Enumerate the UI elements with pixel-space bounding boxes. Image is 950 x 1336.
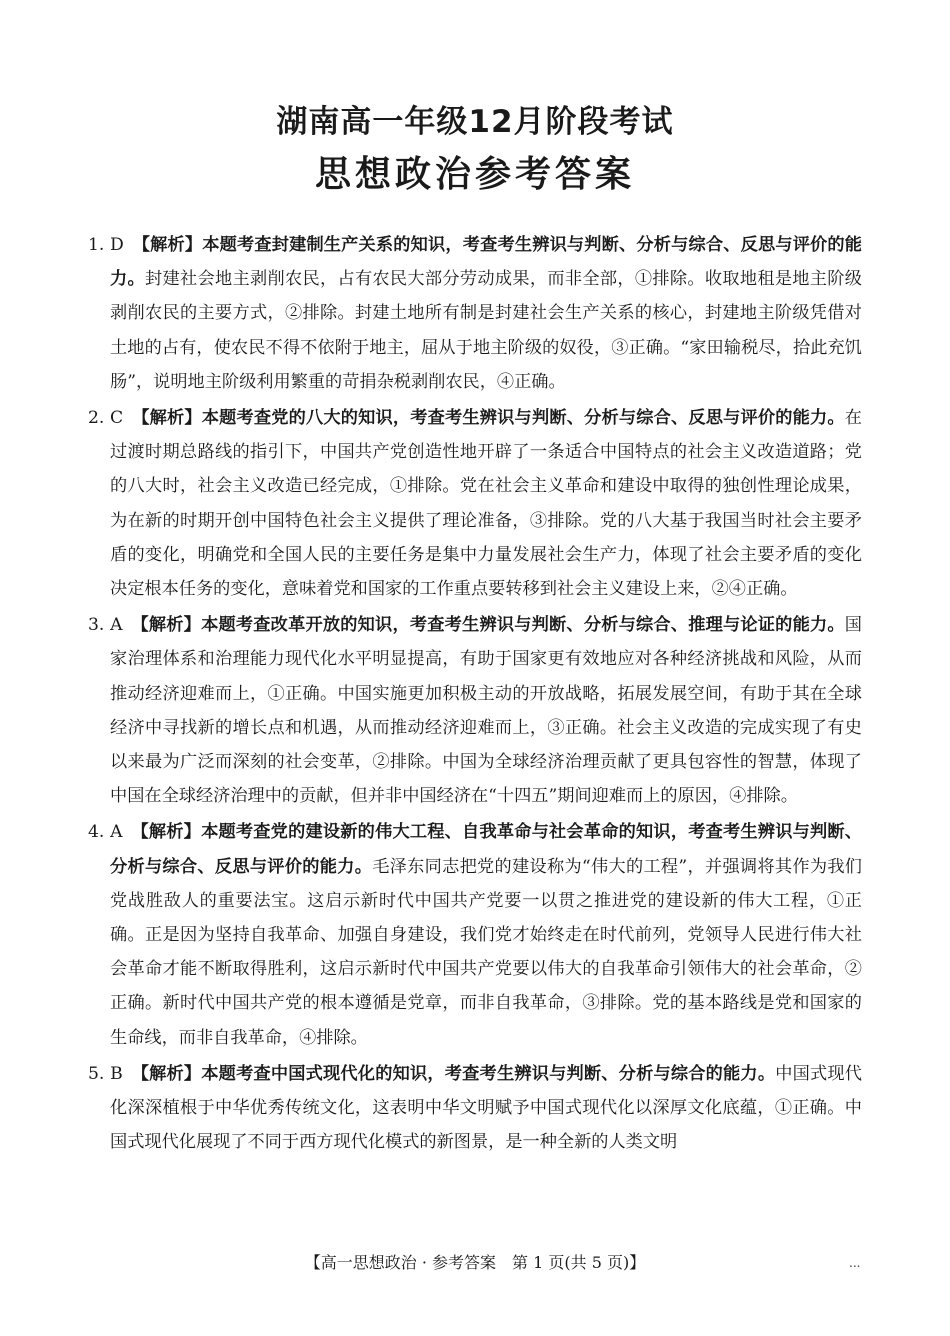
analysis-text: 国家治理体系和治理能力现代化水平明显提高，有助于国家更有效地应对各种经济挑战和风险，从而推动经济迎难而上，①正确。中国实施更加积极主动的开放战略，拓展发展空间，有助于其在全球经济中寻找新的增长点和机遇，从而推动经济迎难而上，③正确。社会主义改造的完成实现了有史以来最为广泛而深刻的社会变革，②排除。中国为全球经济治理贡献了更具包容性的智慧，体现了中国在全球经济治理中的贡献，但并非中国经济在“十四五”期间迎难而上的原因，④排除。 — [110, 615, 862, 807]
analysis-tag: 【解析】 — [140, 408, 202, 429]
answer-item-3 — [88, 608, 862, 813]
analysis-text: 封建社会地主剥削农民，占有农民大部分劳动成果，而非全部，①排除。收取地租是地主阶级剥削农民的主要方式，②排除。封建土地所有制是封建社会生产关系的核心，封建地主阶级凭借对土地的占有，使农民不得不依附于地主，屈从于地主阶级的奴役，③正确。“家田输税尽，拾此充饥肠”，说明地主阶级利用繁重的苛捐杂税剥削农民，④正确。 — [110, 269, 862, 392]
analysis-intro: 本题考查党的建设新的伟大工程、自我革命与社会革命的知识，考查考生辨识与判断、分析与综合、反思与评价的能力。 — [110, 822, 862, 877]
analysis-tag: 【解析】 — [141, 235, 203, 255]
answer-list — [88, 228, 862, 1161]
analysis-intro: 本题考查改革开放的知识，考查考生辨识与判断、分析与综合、推理与论证的能力。 — [201, 615, 845, 636]
answer-item-1 — [88, 228, 862, 399]
answer-item-5 — [88, 1057, 862, 1160]
answer-number: 4. A — [88, 822, 123, 843]
answer-item-2 — [88, 401, 862, 606]
page-footer: 【高一思想政治 · 参考答案 第 1 页(共 5 页)】 — [304, 1253, 646, 1272]
answer-number: 3. A — [88, 615, 123, 636]
analysis-text: 中国式现代化深深植根于中华优秀传统文化，这表明中华文明赋予中国式现代化以深厚文化底蕴，①正确。中国式现代化展现了不同于西方现代化模式的新图景，是一种全新的人类文明 — [110, 1063, 862, 1153]
analysis-tag: 【解析】 — [140, 822, 202, 843]
analysis-tag: 【解析】 — [140, 1063, 202, 1084]
analysis-intro: 本题考查党的八大的知识，考查考生辨识与判断、分析与综合、反思与评价的能力。 — [201, 408, 845, 429]
analysis-intro: 本题考查封建制生产关系的知识，考查考生辨识与判断、分析与综合、反思与评价的能力。 — [110, 235, 862, 290]
page-title: 湖南高一年级12月阶段考试 — [276, 104, 674, 140]
analysis-intro: 本题考查中国式现代化的知识，考查考生辨识与判断、分析与综合的能力。 — [201, 1063, 776, 1084]
page-subtitle: 思想政治参考答案 — [314, 154, 635, 195]
answer-number: 1. D — [88, 235, 124, 255]
answer-number: 2. C — [88, 408, 124, 429]
analysis-tag: 【解析】 — [140, 615, 202, 636]
analysis-text: 毛泽东同志把党的建设称为“伟大的工程”，并强调将其作为我们党战胜敌人的重要法宝。这启示新时代中国共产党要一以贯之推进党的建设新的伟大工程，①正确。正是因为坚持自我革命、加强自身建设，我们党才始终走在时代前列，党领导人民进行伟大社会革命才能不断取得胜利，这启示新时代中国共产党要以伟大的自我革命引领伟大的社会革命，②正确。新时代中国共产党的根本遵循是党章，而非自我革命，③排除。党的基本路线是党和国家的生命线，而非自我革命，④排除。 — [110, 856, 862, 1048]
answer-number: 5. B — [88, 1063, 123, 1084]
answer-item-4 — [88, 815, 862, 1054]
corner-mark: ... — [849, 1256, 861, 1270]
analysis-text: 在过渡时期总路线的指引下，中国共产党创造性地开辟了一条适合中国特点的社会主义改造道路；党的八大时，社会主义改造已经完成，①排除。党在社会主义革命和建设中取得的独创性理论成果，为在新的时期开创中国特色社会主义提供了理论准备，③排除。党的八大基于我国当时社会主要矛盾的变化，明确党和全国人民的主要任务是集中力量发展社会生产力，体现了社会主要矛盾的变化决定根本任务的变化，意味着党和国家的工作重点要转移到社会主义建设上来，②④正确。 — [110, 408, 862, 600]
